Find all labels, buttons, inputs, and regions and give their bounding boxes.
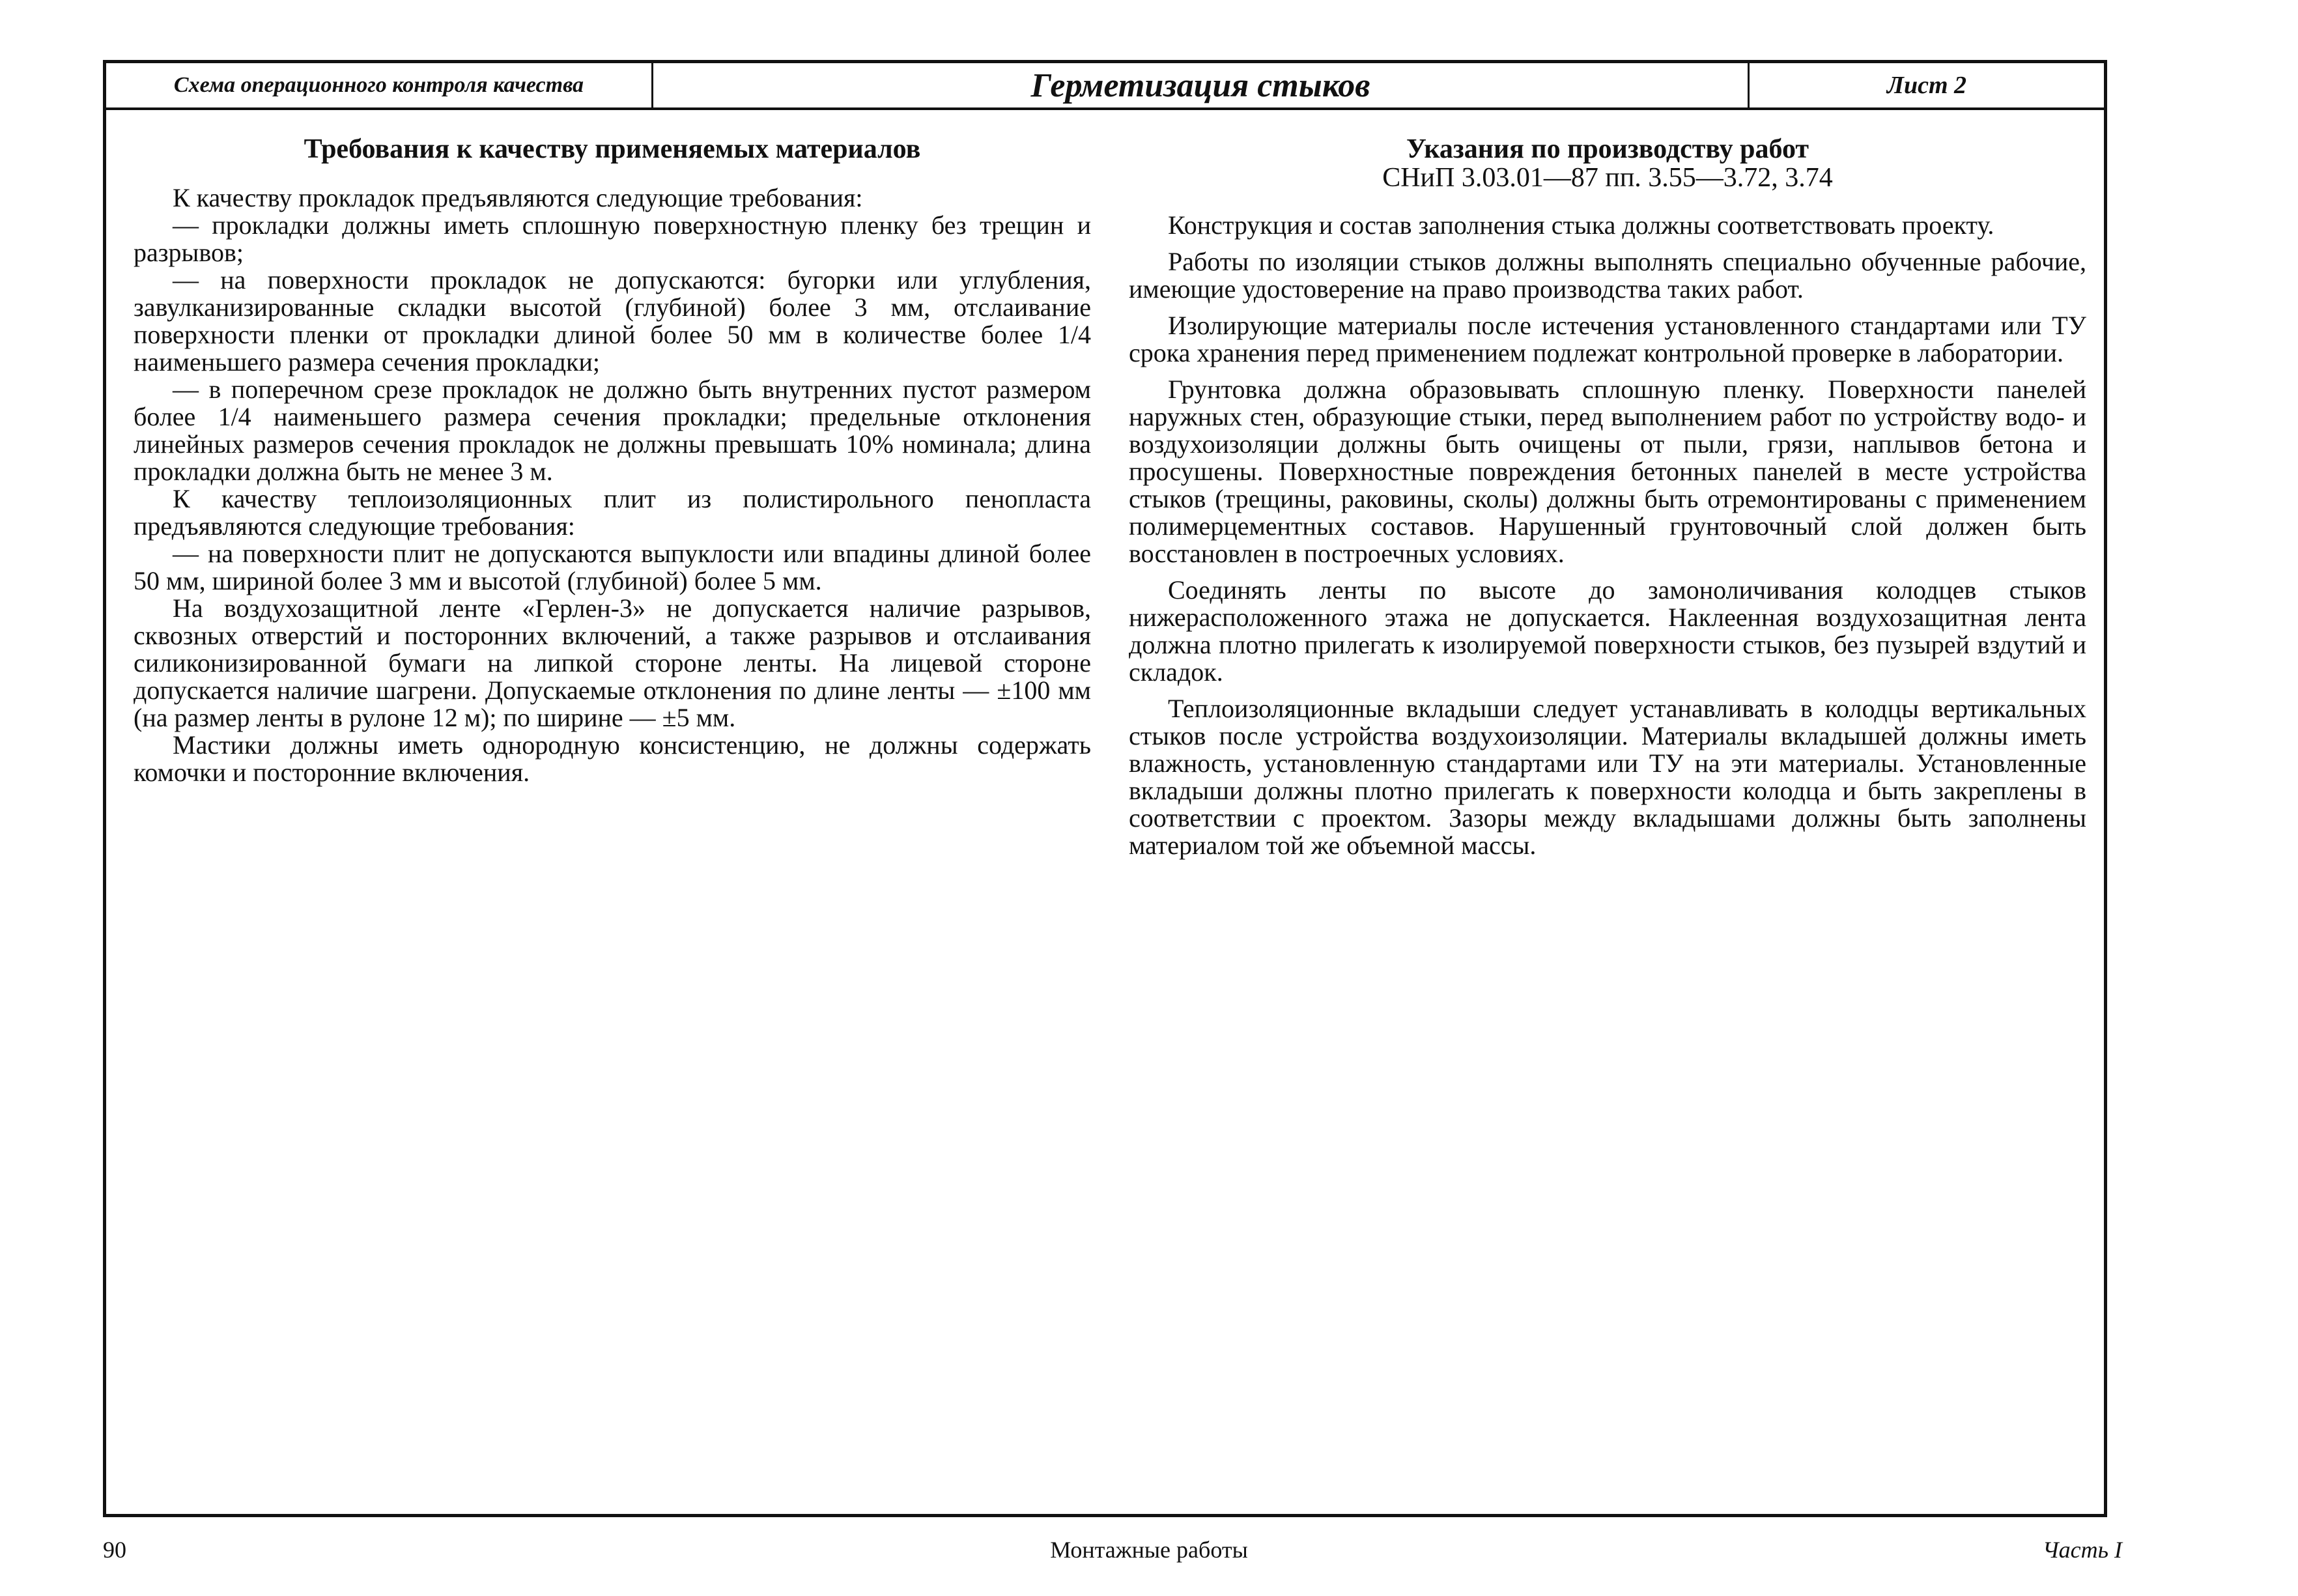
materials-requirements-section <box>134 135 1091 786</box>
paragraph: К качеству прокладок предъявляются следующие требования: <box>173 183 863 212</box>
footer-part: Часть I <box>2042 1537 2122 1563</box>
paragraph: — в поперечном срезе прокладок не должно быть внутренних пустот размером более 1/4 наименьшего размера сечения прокладки; предельные отклонения линейных размеров сечения прокладок не должны превышать 10% номинала; длина прокладки должна быть не менее 3 м. <box>134 375 1091 486</box>
paragraph: Теплоизоляционные вкладыши следует устанавливать в колодцы вертикальных стыков после устройства воздухоизоляции. Материалы вкладышей должны иметь влажность, установленную стандартами или ТУ на эти материалы. Установленные вкладыши должны плотно прилегать к поверхности колодца и быть закреплены в соответствии с проектом. Зазоры между вкладышами должны быть заполнены материалом той же объемной массы. <box>1129 694 2086 860</box>
paragraph: Мастики должны иметь однородную консистенцию, не должны содержать комочки и посторонние включения. <box>134 730 1091 787</box>
page-frame <box>103 60 2107 1517</box>
paragraph: Изолирующие материалы после истечения установленного стандартами или ТУ срока хранения перед применением подлежат контрольной проверке в лаборатории. <box>1129 311 2086 367</box>
paragraph: На воздухозащитной ленте «Герлен-3» не допускается наличие разрывов, сквозных отверстий и посторонних включений, а также разрывов и отслаивания силиконизированной бумаги на липкой стороне ленты. На лицевой стороне допускается наличие шагрени. Допускаемые отклонения по длине ленты — ±100 мм (на размер ленты в рулоне 12 м); по ширине — ±5 мм. <box>134 593 1091 732</box>
section-title: Требования к качеству применяемых материалов <box>304 134 921 164</box>
paragraph: Соединять ленты по высоте до замоноличивания колодцев стыков нижерасположенного этажа не допускается. Наклеенная воздухозащитная лента должна плотно прилегать к изолируемой поверхности стыков, без пузырей вздутий и складок. <box>1129 575 2086 687</box>
section-subtitle: СНиП 3.03.01—87 пп. 3.55—3.72, 3.74 <box>1382 163 1833 193</box>
paragraph: — на поверхности плит не допускаются выпуклости или впадины длиной более 50 мм, шириной более 3 мм и высотой (глубиной) более 5 мм. <box>134 539 1091 595</box>
paragraph: К качеству теплоизоляционных плит из полистирольного пенопласта предъявляются следующие требования: <box>134 484 1091 541</box>
paragraph: Конструкция и состав заполнения стыка должны соответствовать проекту. <box>1168 210 1994 240</box>
paragraph: — прокладки должны иметь сплошную поверхностную пленку без трещин и разрывов; <box>134 210 1091 267</box>
title-block <box>106 63 2104 110</box>
header-sheet-number: Лист 2 <box>1886 72 1967 99</box>
paragraph: Работы по изоляции стыков должны выполнять специально обученные рабочие, имеющие удостоверение на право производства таких работ. <box>1129 247 2086 304</box>
work-instructions-section <box>1129 135 2086 868</box>
header-scheme-label: Схема операционного контроля качества <box>106 63 653 107</box>
header-title: Герметизация стыков <box>653 63 1750 107</box>
paragraph: Грунтовка должна образовывать сплошную пленку. Поверхности панелей наружных стен, образующие стыки, перед выполнением работ по устройству водо- и воздухоизоляции должны быть очищены от пыли, грязи, наплывов бетона и просушены. Поверхностные повреждения бетонных панелей в месте устройства стыков (трещины, раковины, сколы) должны быть отремонтированы с применением полимерцементных составов. Нарушенный грунтовочный слой должен быть восстановлен в построечных условиях. <box>1129 375 2086 568</box>
section-title: Указания по производству работ <box>1406 134 1809 164</box>
page-number: 90 <box>103 1537 126 1563</box>
paragraph: — на поверхности прокладок не допускаются: бугорки или углубления, завулканизированные складки высотой (глубиной) более 3 мм, отслаивание поверхности пленки от прокладки длиной более 50 мм в количестве более 1/4 наименьшего размера сечения прокладки; <box>134 265 1091 377</box>
footer-section-name: Монтажные работы <box>1050 1537 1248 1563</box>
